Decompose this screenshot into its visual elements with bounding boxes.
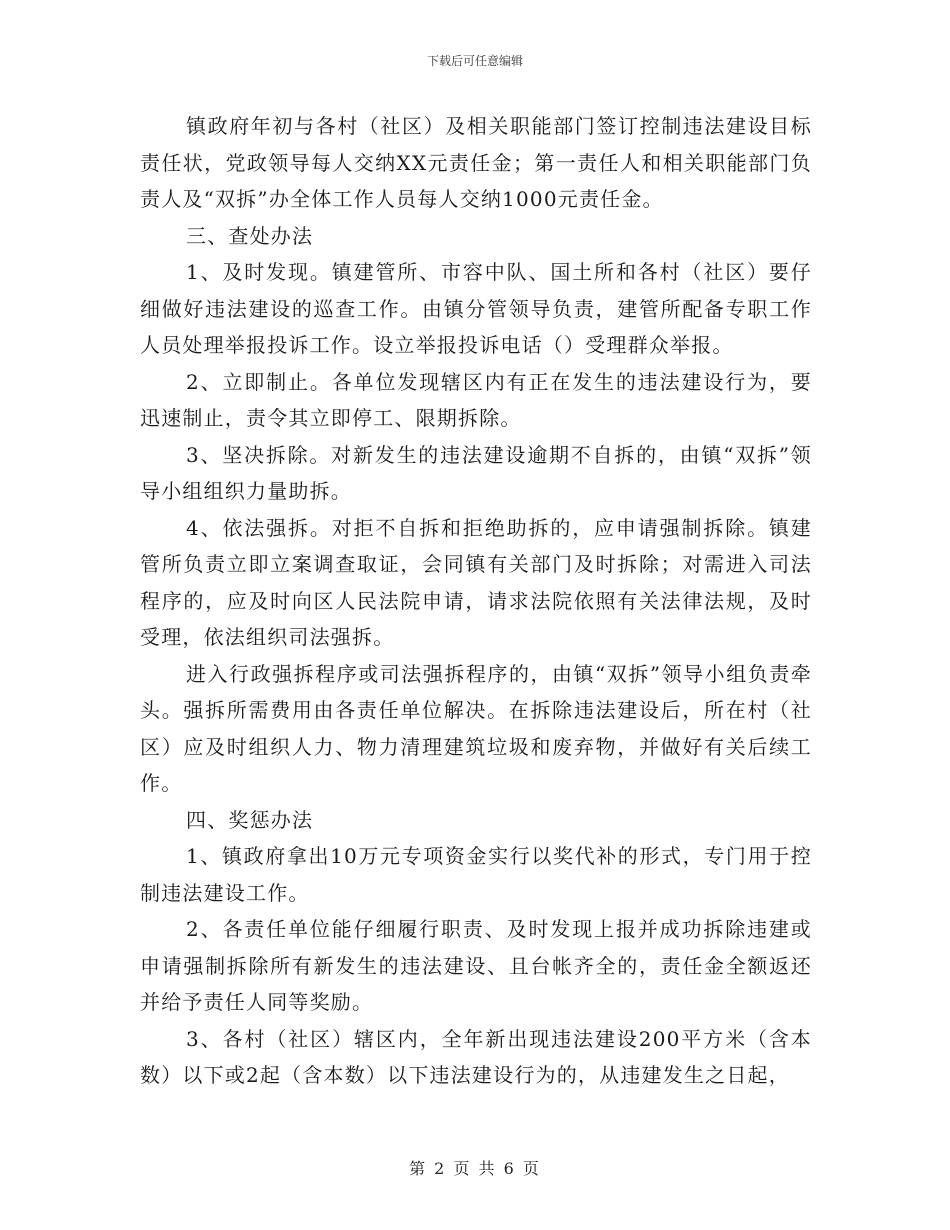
document-body — [140, 108, 812, 1094]
paragraph-responsibility-deposit: 镇政府年初与各村（社区）及相关职能部门签订控制违法建设目标责任状，党政领导每人交纳XX元责任金；第一责任人和相关职能部门负责人及“双拆”办全体工作人员每人交纳1000元责任金。 — [140, 114, 812, 211]
paragraph-legal-enforcement: 4、依法强拆。对拒不自拆和拒绝助拆的，应申请强制拆除。镇建管所负责立即立案调查取证，会同镇有关部门及时拆除；对需进入司法程序的，应及时向区人民法院申请，请求法院依照有关法律法规，及时受理，依法组织司法强拆。 — [140, 515, 812, 649]
paragraph-deposit-return: 2、各责任单位能仔细履行职责、及时发现上报并成功拆除违建或申请强制拆除所有新发生的违法建设、且台帐齐全的，责任金全额返还并给予责任人同等奖励。 — [140, 917, 812, 1014]
paragraph-timely-discovery: 1、及时发现。镇建管所、市容中队、国土所和各村（社区）要仔细做好违法建设的巡查工作。由镇分管领导负责，建管所配备专职工作人员处理举报投诉工作。设立举报投诉电话（）受理群众举报。 — [140, 260, 812, 357]
paragraph-village-threshold: 3、各村（社区）辖区内，全年新出现违法建设200平方米（含本数）以下或2起（含本数）以下违法建设行为的，从违建发生之日起， — [140, 1026, 812, 1087]
paragraph-firm-demolition: 3、坚决拆除。对新发生的违法建设逾期不自拆的，由镇“双拆”领导小组组织力量助拆。 — [140, 442, 812, 503]
page-footer-pagination: 第 2 页 共 6 页 — [409, 1159, 541, 1178]
paragraph-immediate-stop: 2、立即制止。各单位发现辖区内有正在发生的违法建设行为，要迅速制止，责令其立即停工、限期拆除。 — [140, 369, 812, 430]
section-heading-investigation: 三、查处办法 — [186, 223, 314, 248]
page-header: 下载后可任意编辑 — [426, 54, 523, 68]
paragraph-enforcement-procedure: 进入行政强拆程序或司法强拆程序的，由镇“双拆”领导小组负责牵头。强拆所需费用由各责任单位解决。在拆除违法建设后，所在村（社区）应及时组织人力、物力清理建筑垃圾和废弃物，并做好有关后续工作。 — [140, 661, 812, 795]
paragraph-special-fund: 1、镇政府拿出10万元专项资金实行以奖代补的形式，专门用于控制违法建设工作。 — [140, 844, 812, 905]
section-heading-rewards-penalties: 四、奖惩办法 — [186, 807, 314, 832]
